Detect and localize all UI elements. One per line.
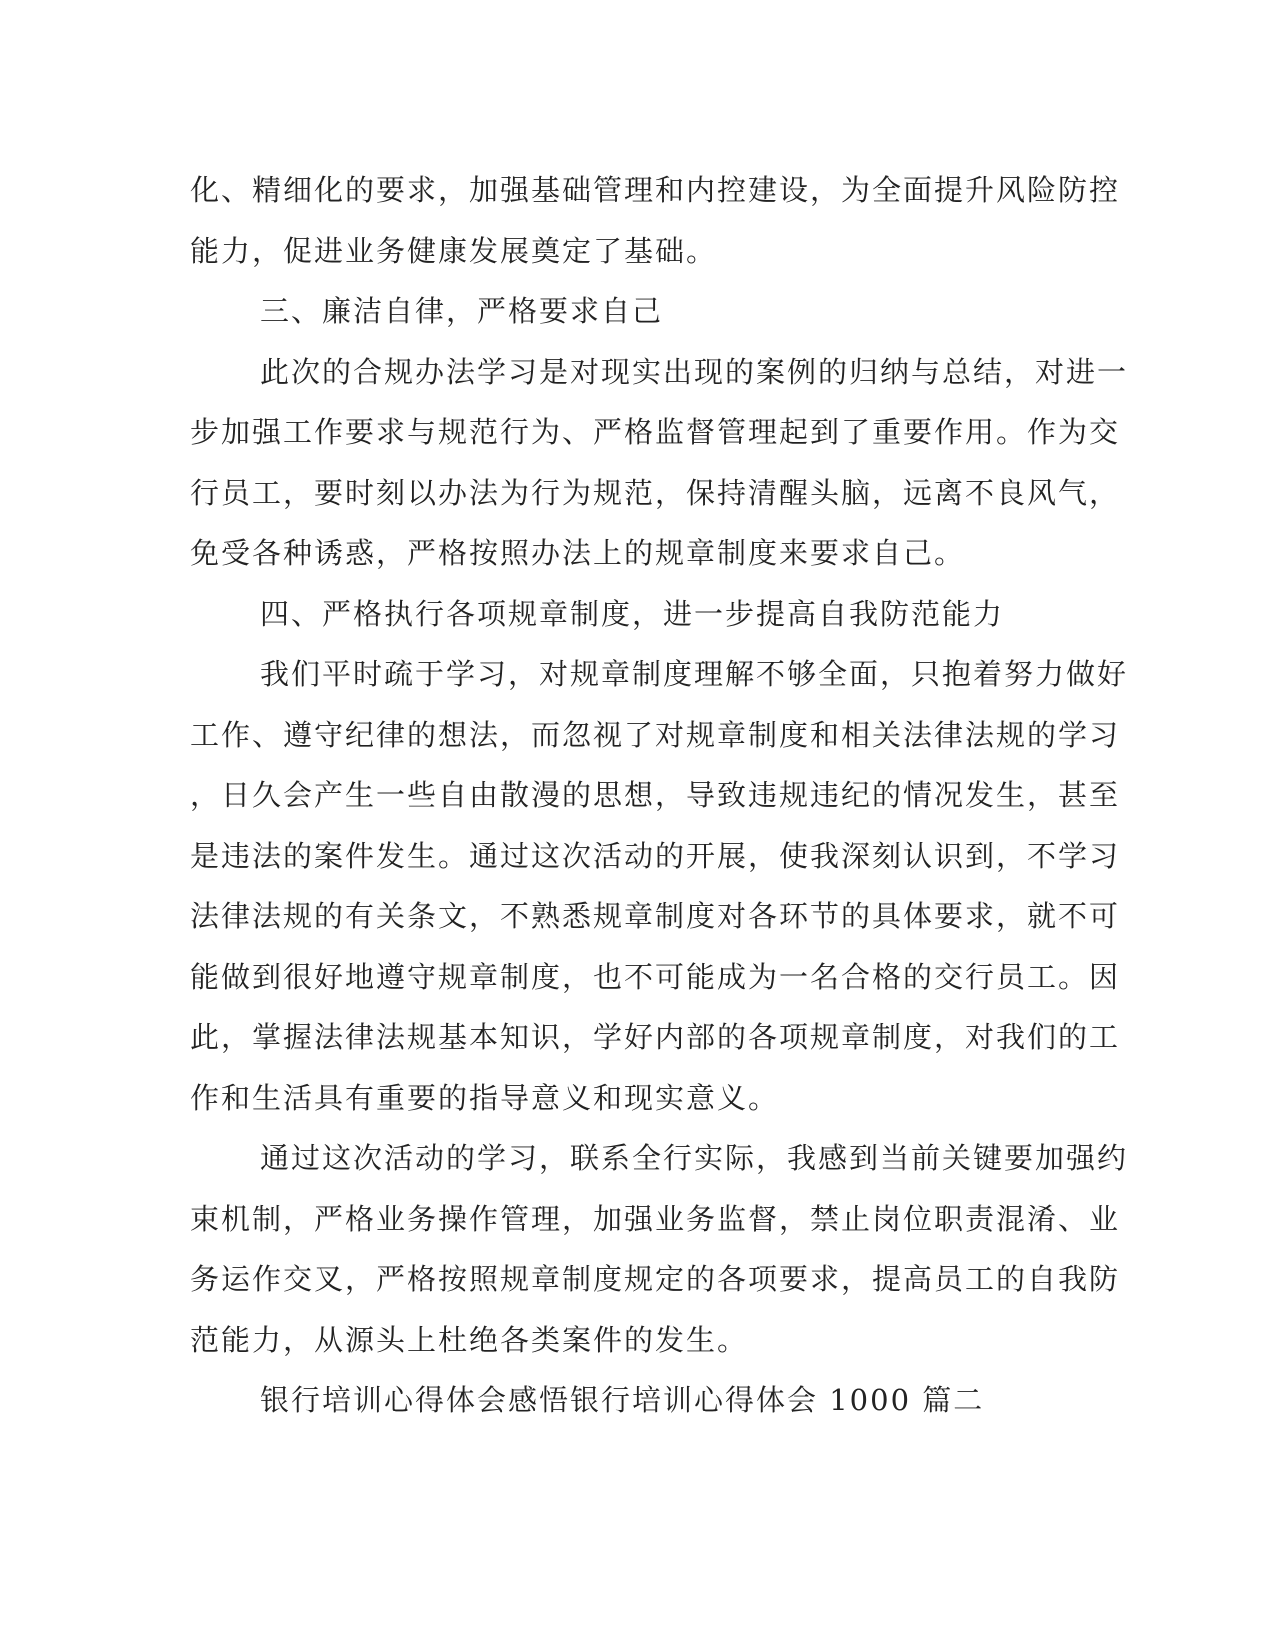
text-line: ，日久会产生一些自由散漫的思想，导致违规违纪的情况发生，甚至 bbox=[190, 778, 1121, 812]
text-line: 能做到很好地遵守规章制度，也不可能成为一名合格的交行员工。因 bbox=[190, 959, 1121, 994]
text-line: 作和生活具有重要的指导意义和现实意义。 bbox=[190, 1080, 780, 1115]
text-line: 务运作交叉，严格按照规章制度规定的各项要求，提高员工的自我防 bbox=[190, 1262, 1121, 1296]
paragraph-start: 我们平时疏于学习，对规章制度理解不够全面，只抱着努力做好 bbox=[260, 657, 1129, 691]
text-line: 行员工，要时刻以办法为行为规范，保持清醒头脑，远离不良风气， bbox=[190, 475, 1121, 510]
document-body bbox=[190, 160, 1129, 1431]
text-line: 是违法的案件发生。通过这次活动的开展，使我深刻认识到，不学习 bbox=[190, 838, 1121, 873]
section-heading: 三、廉洁自律，严格要求自己 bbox=[260, 294, 664, 328]
text-line: 束机制，严格业务操作管理，加强业务监督，禁止岗位职责混淆、业 bbox=[190, 1201, 1121, 1236]
paragraph-start: 通过这次活动的学习，联系全行实际，我感到当前关键要加强约 bbox=[260, 1141, 1129, 1175]
section-heading: 四、严格执行各项规章制度，进一步提高自我防范能力 bbox=[260, 596, 1005, 631]
text-line: 免受各种诱惑，严格按照办法上的规章制度来要求自己。 bbox=[190, 536, 966, 570]
text-line: 范能力，从源头上杜绝各类案件的发生。 bbox=[190, 1322, 749, 1357]
paragraph-start: 此次的合规办法学习是对现实出现的案例的归纳与总结，对进一 bbox=[260, 354, 1129, 389]
text-line: 法律法规的有关条文，不熟悉规章制度对各环节的具体要求，就不可 bbox=[190, 899, 1121, 933]
text-line: 化、精细化的要求，加强基础管理和内控建设，为全面提升风险防控 bbox=[190, 173, 1121, 207]
text-line: 此，掌握法律法规基本知识，学好内部的各项规章制度，对我们的工 bbox=[190, 1020, 1121, 1054]
text-line: 步加强工作要求与规范行为、严格监督管理起到了重要作用。作为交 bbox=[190, 415, 1121, 449]
text-line: 能力，促进业务健康发展奠定了基础。 bbox=[190, 233, 718, 268]
text-line: 工作、遵守纪律的想法，而忽视了对规章制度和相关法律法规的学习 bbox=[190, 717, 1121, 752]
document-title-line: 银行培训心得体会感悟银行培训心得体会 1000 篇二 bbox=[260, 1383, 985, 1417]
